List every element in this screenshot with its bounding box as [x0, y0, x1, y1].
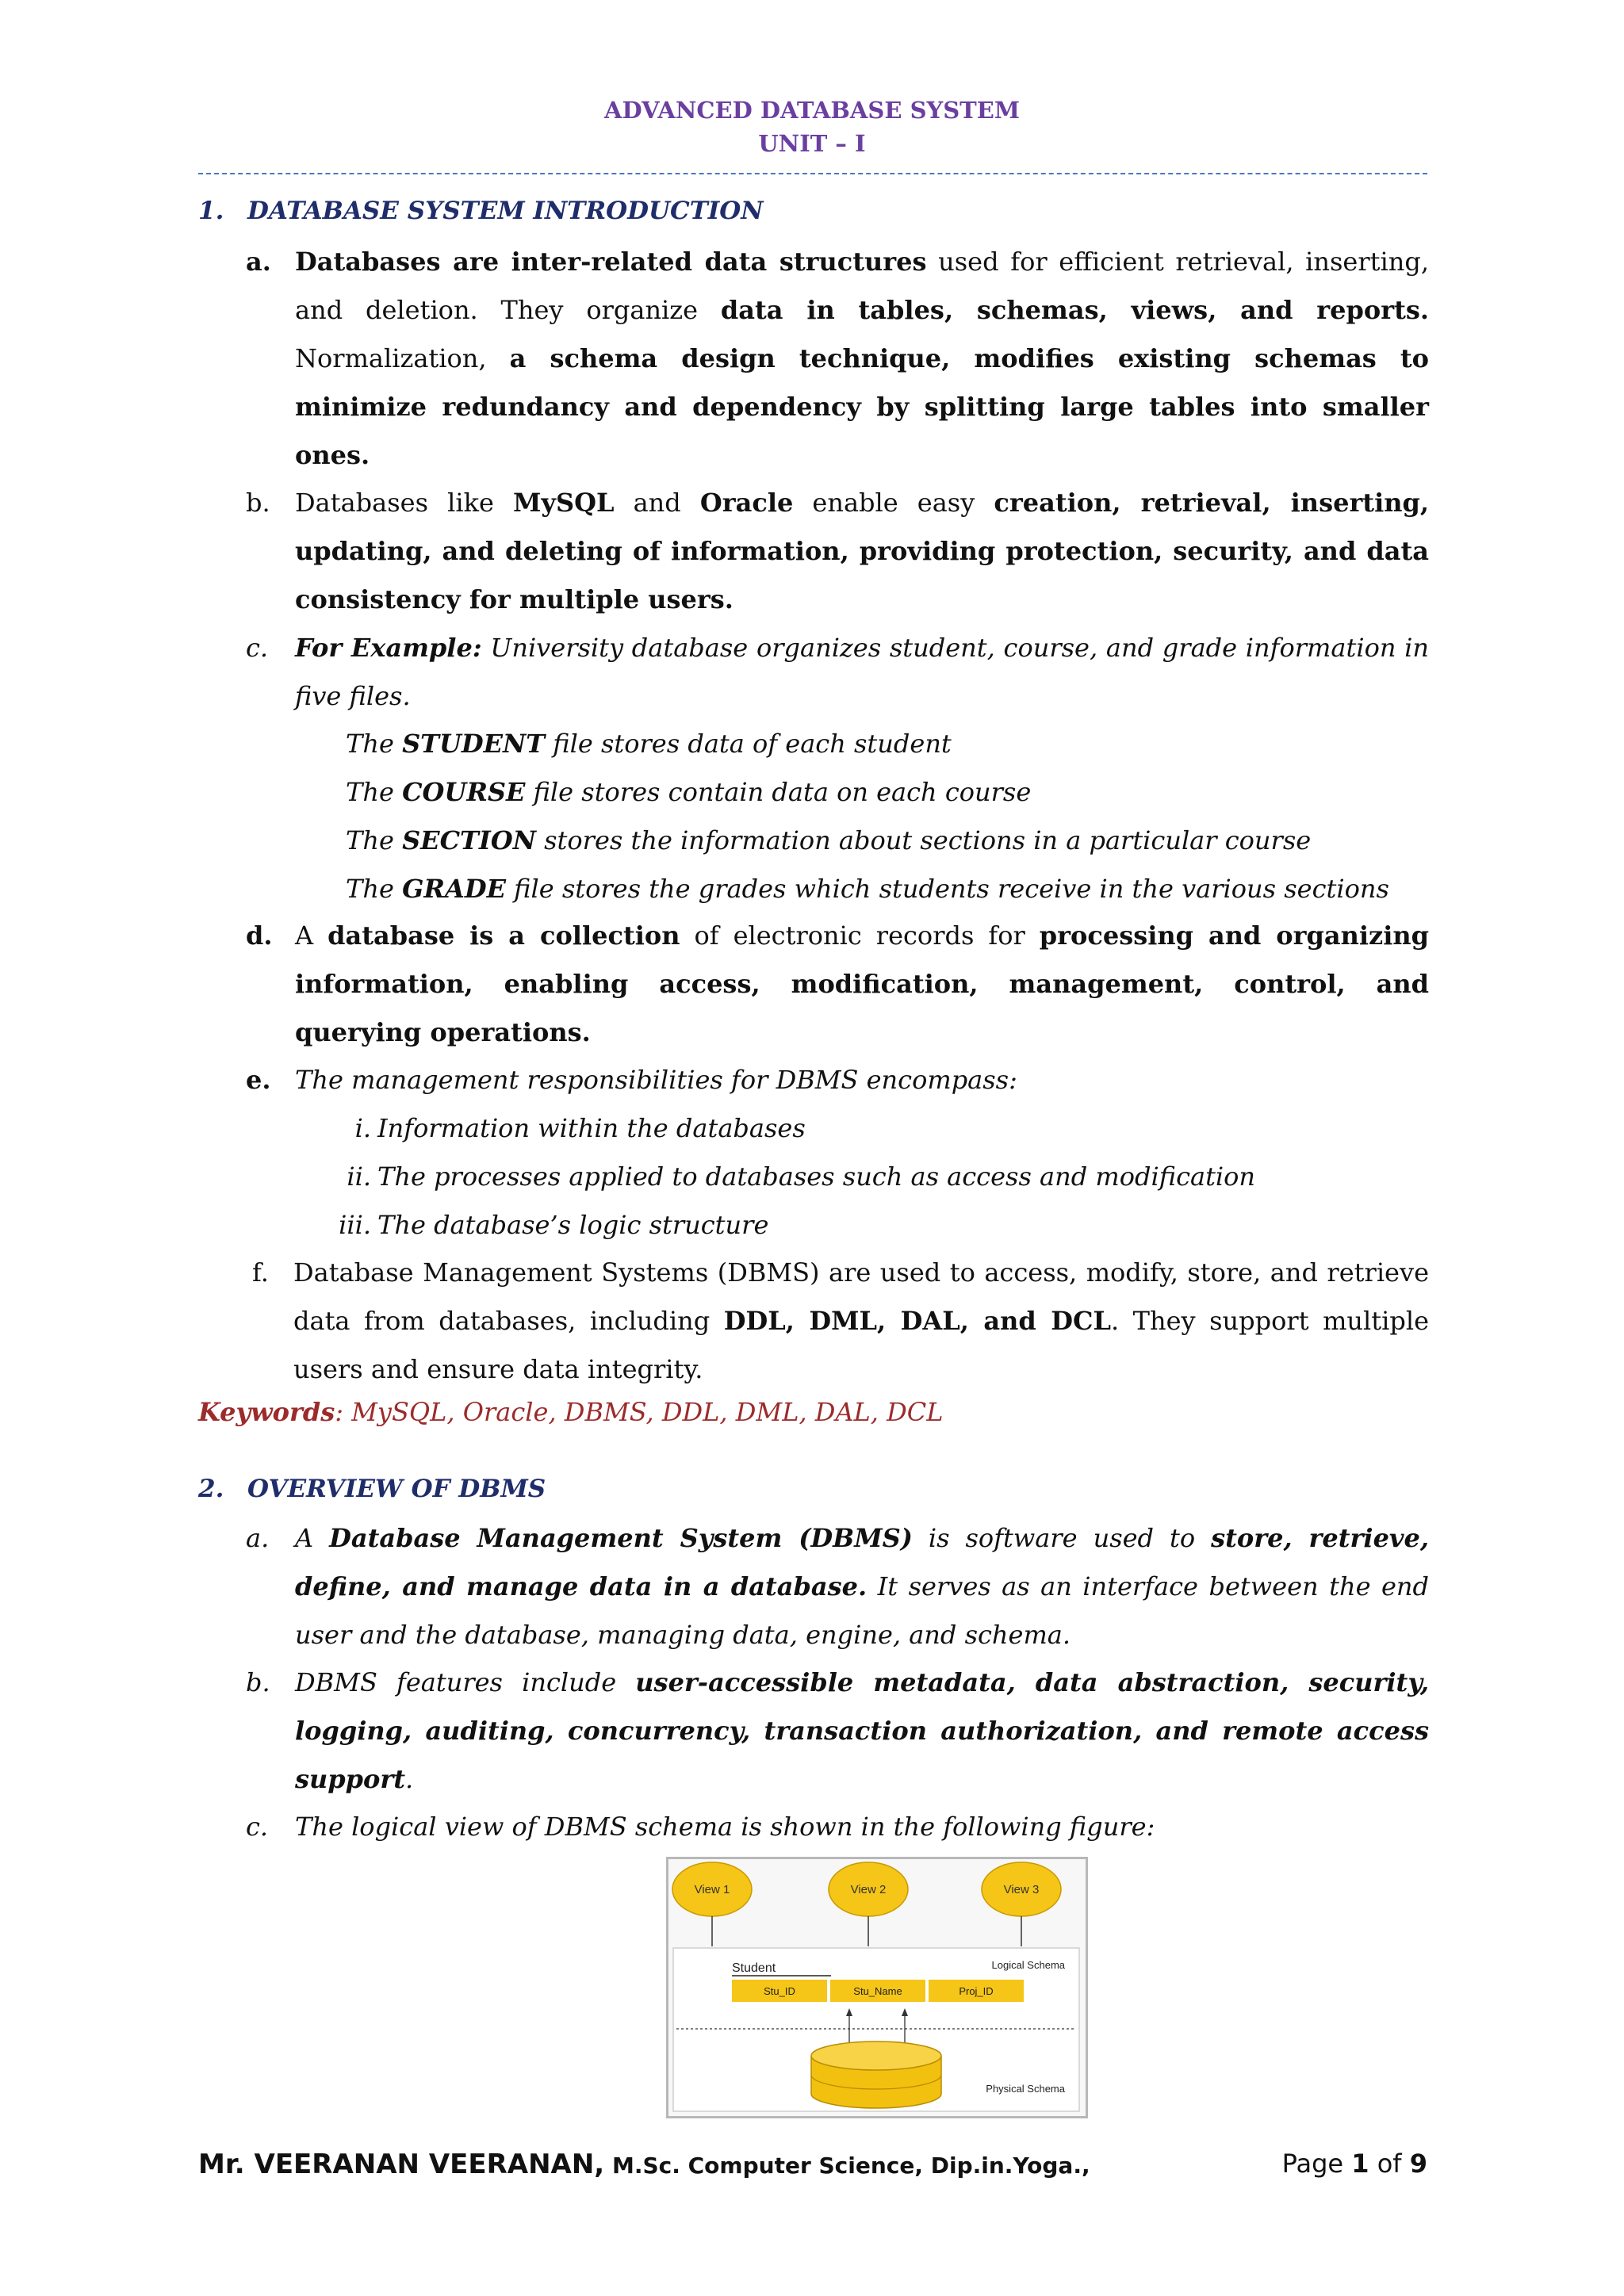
text-segment: A [295, 1523, 330, 1553]
item-marker: a. [246, 247, 271, 277]
item-text [295, 238, 1429, 480]
text-segment: DDL, DML, DAL, and DCL [723, 1306, 1111, 1336]
text-segment: DBMS features include [295, 1667, 636, 1697]
item-text [295, 1803, 1429, 1851]
document-subtitle: UNIT – I [758, 130, 866, 157]
example-file-grade: The GRADE file stores the grades which students receive in the various sections [346, 874, 1389, 904]
footer-author: Mr. VEERANAN VEERANAN, M.Sc. Computer Science, Dip.in.Yoga., [198, 2149, 1090, 2180]
example-file-section: The SECTION stores the information about sections in a particular course [346, 825, 1312, 855]
text-segment: Database Management System (DBMS) [329, 1523, 913, 1553]
section-1-item-b [246, 479, 1429, 624]
file-name: SECTION [402, 825, 536, 855]
section-1-item-e [246, 1056, 1429, 1104]
example-file-course: The COURSE file stores contain data on each course [346, 777, 1032, 807]
text-segment: database is a collection [327, 920, 680, 951]
section-2-title: OVERVIEW OF DBMS [247, 1475, 546, 1503]
text-segment: It serves as an interface between the end user and the database, managing data, engine, and schema. [295, 1571, 1430, 1650]
text-segment: of electronic records for [680, 920, 1040, 951]
text-segment: is software used to [912, 1523, 1212, 1553]
schema-diagram [668, 1859, 1086, 2116]
item-marker: f. [252, 1257, 269, 1288]
item-marker: c. [246, 633, 269, 663]
item-text [295, 1056, 1429, 1104]
text-segment: For Example: [295, 633, 482, 663]
file-name: COURSE [402, 777, 526, 807]
item-marker: d. [246, 920, 273, 951]
page-number: Page 1 of 9 [1281, 2149, 1427, 2179]
section-1-heading [198, 197, 764, 225]
text-segment: store, retrieve, define, and manage data in a database. [295, 1523, 1430, 1601]
text-segment: . [405, 1764, 414, 1794]
header-divider [198, 173, 1427, 174]
current-page: 1 [1351, 2149, 1369, 2179]
text-segment: Normalization, [295, 343, 510, 373]
text-segment: data in tables, schemas, views, and reports. [720, 295, 1430, 325]
responsibility-item: ii. The processes applied to databases such as access and modification [347, 1161, 1256, 1192]
item-marker: e. [246, 1065, 271, 1095]
svg-text:View 2: View 2 [850, 1883, 887, 1896]
responsibility-item: i. Information within the databases [354, 1113, 806, 1143]
responsibility-item: iii. The database’s logic structure [339, 1210, 769, 1240]
item-text [295, 479, 1429, 624]
column-stu-name [830, 1980, 925, 2002]
section-1-number: 1. [198, 197, 224, 225]
logical-schema-label: Logical Schema [991, 1959, 1065, 1971]
view-2 [829, 1862, 908, 1916]
file-name: STUDENT [402, 729, 546, 759]
section-2-number: 2. [198, 1475, 224, 1503]
item-text [295, 1514, 1429, 1659]
svg-text:Proj_ID: Proj_ID [959, 1985, 994, 1997]
item-marker: c. [246, 1812, 269, 1842]
text-segment: and [614, 488, 700, 518]
keywords-line [198, 1397, 944, 1427]
physical-disk-icon [811, 2042, 941, 2108]
svg-text:View 3: View 3 [1003, 1883, 1040, 1896]
section-2-item-c [246, 1803, 1429, 1851]
total-pages: 9 [1409, 2149, 1427, 2179]
text-segment: processing and organizing information, enabling access, modification, management, control, and querying operations. [295, 920, 1430, 1047]
file-name: GRADE [402, 874, 506, 904]
view-1 [672, 1862, 752, 1916]
section-2-item-b [246, 1659, 1429, 1804]
section-1-item-d [246, 912, 1429, 1057]
item-marker: a. [246, 1523, 270, 1553]
item-text [293, 1249, 1429, 1394]
text-segment: A [295, 920, 328, 951]
page-footer [198, 2149, 1427, 2188]
svg-text:Stu_ID: Stu_ID [764, 1985, 795, 1997]
text-segment: The logical view of DBMS schema is shown in the following figure: [295, 1812, 1155, 1842]
text-segment: enable easy [793, 488, 994, 518]
item-text [295, 1659, 1429, 1804]
text-segment: . They support multiple users and ensure data integrity. [293, 1306, 1429, 1384]
item-text [295, 912, 1429, 1057]
text-segment: user-accessible metadata, data abstraction, security, logging, auditing, concurrency, transaction authorization, and remote access support [295, 1667, 1430, 1794]
svg-text:Stu_Name: Stu_Name [853, 1985, 902, 1997]
text-segment: a schema design technique, modifies existing schemas to minimize redundancy and dependency by splitting large tables into smaller ones. [295, 343, 1430, 470]
table-name: Student [732, 1961, 776, 1975]
section-1-item-c [246, 624, 1429, 721]
section-1-item-f [252, 1249, 1429, 1394]
text-segment: Databases are inter-related data structures [295, 247, 927, 277]
item-marker: b. [246, 488, 270, 518]
keywords-list: : MySQL, Oracle, DBMS, DDL, DML, DAL, DCL [335, 1397, 944, 1427]
text-segment: Database Management Systems (DBMS) are used to access, modify, store, and retrieve data from databases, including [293, 1257, 1429, 1336]
column-proj-id [929, 1980, 1024, 2002]
text-segment: used for efficient retrieval, inserting, and deletion. They organize [295, 247, 1430, 325]
text-segment: University database organizes student, course, and grade information in five files. [295, 633, 1430, 711]
column-stu-id [732, 1980, 827, 2002]
dbms-schema-figure [666, 1857, 1088, 2118]
section-1-item-a [246, 238, 1429, 480]
document-title: ADVANCED DATABASE SYSTEM [604, 97, 1020, 124]
section-1-title: DATABASE SYSTEM INTRODUCTION [247, 197, 764, 225]
physical-schema-label: Physical Schema [986, 2083, 1065, 2095]
svg-text:View 1: View 1 [694, 1883, 730, 1896]
keywords-label: Keywords [198, 1397, 335, 1427]
item-text [295, 624, 1429, 721]
text-segment: The management responsibilities for DBMS encompass: [295, 1065, 1017, 1095]
text-segment: Databases like [295, 488, 513, 518]
text-segment: MySQL [513, 488, 615, 518]
text-segment: Oracle [699, 488, 794, 518]
item-marker: b. [246, 1667, 270, 1697]
view-3 [982, 1862, 1061, 1916]
text-segment: creation, retrieval, inserting, updating, and deleting of information, providing protection, security, and data consistency for multiple users. [295, 488, 1430, 614]
footer-qualifications: M.Sc. Computer Science, Dip.in.Yoga., [604, 2152, 1090, 2179]
section-2-item-a [246, 1514, 1429, 1659]
example-file-student: The STUDENT file stores data of each student [346, 729, 952, 759]
section-2-heading [198, 1475, 546, 1503]
